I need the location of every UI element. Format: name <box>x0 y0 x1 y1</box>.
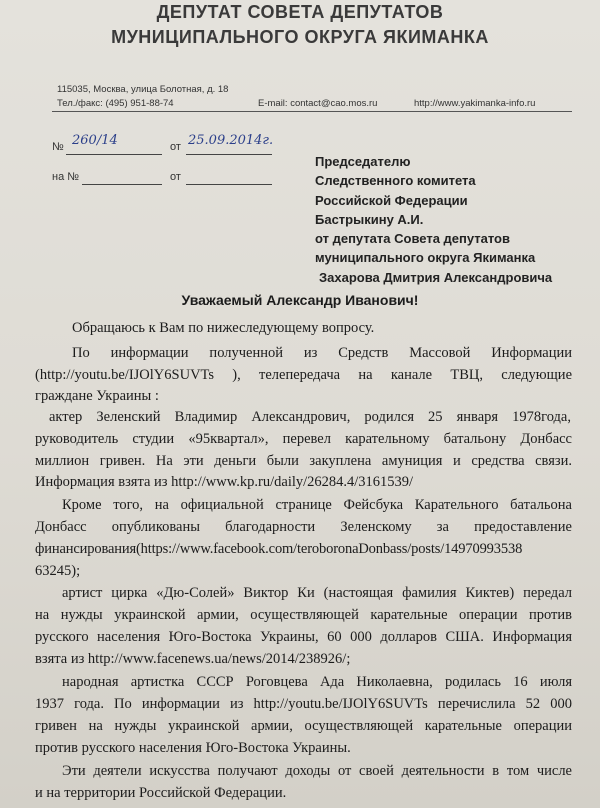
reg-number-handwritten: 260/14 <box>72 133 118 148</box>
body-line: Обращаюсь к Вам по нижеследующему вопросу. <box>72 320 375 336</box>
body-line: артист цирка «Дю-Солей» Виктор Ки (настоящая фамилия Киктев) передал <box>62 585 572 601</box>
reg-date-handwritten: 25.09.2014г. <box>188 133 274 148</box>
body-line: Донбасс опубликованы благодарности Зеленскому за предоставление <box>35 519 572 535</box>
body-line: актер Зеленский Владимир Александрович, родился 25 января 1978года, <box>49 409 571 425</box>
contact-website: http://www.yakimanka-info.ru <box>414 98 536 109</box>
body-line: финансирования(https://www.facebook.com/teroboronaDonbass/posts/14970993538 <box>35 541 523 557</box>
body-line: руководитель студии «95квартал», перевел карательному батальону Донбасс <box>35 431 572 447</box>
body-line: Кроме того, на официальной странице Фейсбука Карательного батальона <box>62 497 572 513</box>
addressee-line: Председателю <box>315 154 411 169</box>
body-line: народная артистка СССР Роговцева Ада Николаевна, родилась 16 июля <box>62 674 572 690</box>
ref-number-blank <box>82 170 162 185</box>
body-line: (http://youtu.be/IJOlY6SUVTs ), телепередача на канале ТВЦ, следующие <box>35 367 572 383</box>
body-line: миллион гривен. На эти деньги были закуплена амуниция и средства связи. <box>35 453 572 469</box>
body-line: 63245); <box>35 563 81 579</box>
contact-email: E-mail: contact@cao.mos.ru <box>258 98 378 109</box>
letterhead-title-line2: МУНИЦИПАЛЬНОГО ОКРУГА ЯКИМАНКА <box>111 27 489 47</box>
body-line: граждане Украины : <box>35 388 159 404</box>
contact-phone: Тел./факс: (495) 951-88-74 <box>57 98 174 109</box>
body-line: По информации полученной из Средств Массовой Информации <box>72 345 572 361</box>
ref-date-label: от <box>170 171 181 183</box>
reg-date-label: от <box>170 141 181 153</box>
addressee-line: Следственного комитета <box>315 173 476 189</box>
salutation: Уважаемый Александр Иванович! <box>181 292 419 308</box>
ref-date-blank <box>186 170 272 185</box>
letterhead-title-line1: ДЕПУТАТ СОВЕТА ДЕПУТАТОВ <box>156 2 444 22</box>
addressee-line: Российской Федерации <box>315 192 468 208</box>
body-line: гривен на нужды украинской армии, осуществляющей карательные операции <box>35 718 572 734</box>
addressee-line: Бастрыкину А.И. <box>315 211 424 227</box>
body-line: и на территории Российской Федерации. <box>35 785 287 801</box>
body-line: взята из http://www.facenews.ua/news/2014/238926/; <box>35 651 351 667</box>
body-line: 1937 года. По информации из http://youtu.be/IJOlY6SUVTs перечислила 52 000 <box>35 696 572 712</box>
body-line: Эти деятели искусства получают доходы от своей деятельности в том числе <box>62 763 572 779</box>
addressee-line: муниципального округа Якиманка <box>315 250 536 266</box>
body-line: против русского населения Юго-Востока Украины. <box>35 740 351 756</box>
addressee-block <box>315 152 595 287</box>
addressee-line: Захарова Дмитрия Александровича <box>319 269 553 285</box>
addressee-line: от депутата Совета депутатов <box>315 231 510 247</box>
body-line: русского населения Юго-Востока Украины, 60 000 долларов США. Информация <box>35 629 572 645</box>
contact-address: 115035, Москва, улица Болотная, д. 18 <box>57 84 229 95</box>
reg-number-label: № <box>52 141 64 153</box>
header-divider <box>52 111 572 112</box>
ref-number-label: на № <box>52 171 80 183</box>
body-line: Информация взята из http://www.kp.ru/daily/26284.4/3161539/ <box>35 474 414 490</box>
body-line: на нужды украинской армии, осуществляющей карательные операции против <box>35 607 572 623</box>
